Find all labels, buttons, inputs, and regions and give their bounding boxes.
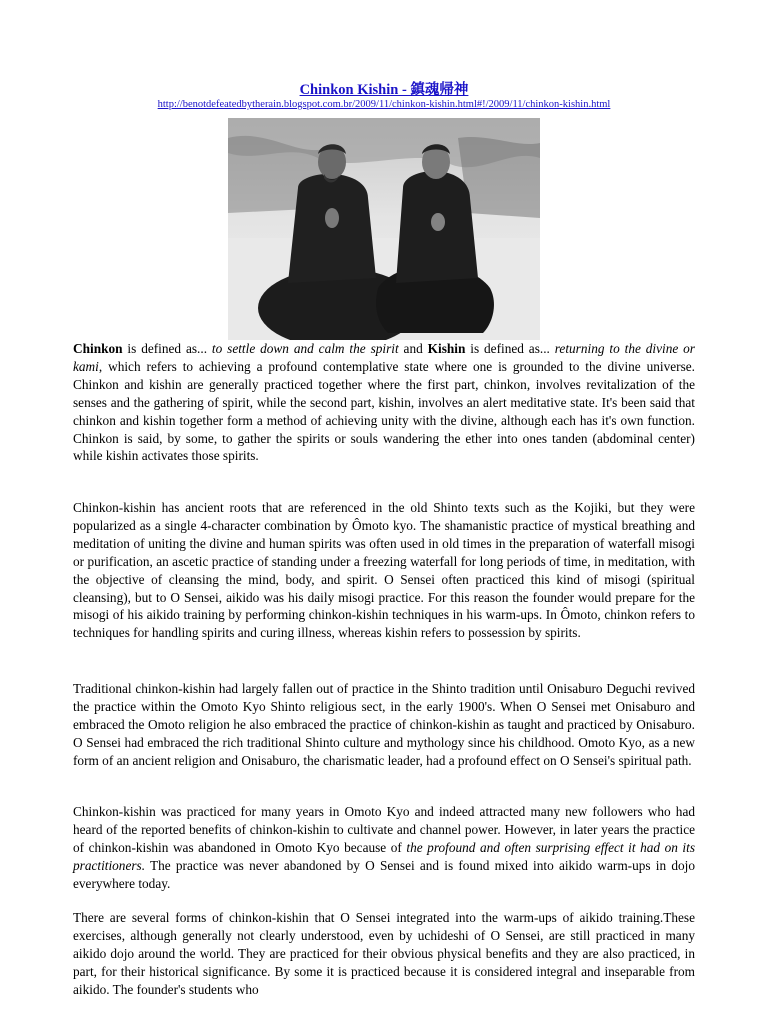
p1-text-3: is defined as... — [465, 341, 555, 356]
p1-text-1: is defined as... — [122, 341, 212, 356]
p4-text-2: The practice was never abandoned by O Sensei and is found mixed into aikido warm-ups in dojo everywhere today. — [73, 857, 695, 891]
p4-emphasis: the profound and often surprising effect it had on its practitioners. — [73, 839, 695, 873]
source-url-line — [0, 99, 768, 110]
paragraph-3: Traditional chinkon-kishin had largely fallen out of practice in the Shinto tradition until Onisaburo Deguchi revived the practice within the Omoto Kyo Shinto religious sect, in the early 1900's. When O Sensei met Onisaburo and embraced the Omoto religion he also embraced the practice of chinkon-kishin as taught and practiced by Onisaburo. O Sensei had embraced the rich traditional Shinto culture and mythology since his childhood. Omoto Kyo, as a new form of an ancient religion and Onisaburo, the charismatic leader, had a profound effect on O Sensei's spiritual path. — [73, 681, 695, 768]
p1-text-2: and — [398, 341, 428, 356]
title-link[interactable]: Chinkon Kishin - 鎮魂帰神 — [299, 82, 469, 98]
p4-text-1: Chinkon-kishin was practiced for many years in Omoto Kyo and indeed attracted many new followers who had heard of the reported benefits of chinkon-kishin to cultivate and channel power. However, in later years the practice of chinkon-kishin was abandoned in Omoto Kyo because of — [73, 804, 695, 855]
photo-two-men-meditating — [228, 118, 540, 340]
term-kishin: Kishin — [427, 341, 466, 356]
paragraph-4 — [73, 803, 695, 893]
paragraph-2: Chinkon-kishin has ancient roots that are referenced in the old Shinto texts such as the Kojiki, but they were popularized as a single 4-character combination by Ômoto kyo. The shamanistic practice of mystical breathing and meditation of uniting the divine and human spirits was often used in old times in the preparation of waterfall misogi or purification, an ascetic practice of standing under a freezing waterfall for long periods of time, in meditation, with the objective of cleansing the mind, body, and spirit. O Sensei often practiced this kind of misogi (spiritual cleansing), but to O Sensei, aikido was his daily misogi practice. For this reason the founder would prepare for the misogi of his aikido training by performing chinkon-kishin techniques in his warm-ups. In Ômoto, chinkon refers to techniques for handling spirits and curing illness, whereas kishin refers to possession by spirits. — [73, 500, 695, 641]
kishin-definition: returning to the divine or kami — [73, 341, 695, 374]
p1-text-4: , which refers to achieving a profound contemplative state where one is grounded to the divine universe. Chinkon and kishin are generally practiced together where the first part, chinkon, involves revitalization of the senses and the gathering of spirit, while the second part, kishin, involves an alert meditative state. It's been said that chinkon and kishin together form a method of achieving unity with the divine, although each has it's own function. Chinkon is said, by some, to gather the spirits or souls wandering the ether into ones tanden (abdominal center) while kishin activates those spirits. — [73, 358, 695, 464]
term-chinkon: Chinkon — [73, 341, 123, 356]
source-url-link[interactable]: http://benotdefeatedbytherain.blogspot.com.br/2009/11/chinkon-kishin.html#!/2009/11/chinkon-kishin.html — [157, 99, 611, 110]
document-title — [0, 78, 768, 99]
chinkon-definition: to settle down and calm the spirit — [211, 341, 399, 356]
paragraph-5: There are several forms of chinkon-kishin that O Sensei integrated into the warm-ups of aikido training.These exercises, although generally not clearly understood, even by uchideshi of O Sensei, are still practiced in many aikido dojo around the world. They are practiced for their obvious physical benefits and they are also practiced, in part, for their historical significance. By some it is practiced because it is considered integral and inseparable from aikido. The founder's students who — [73, 910, 695, 997]
paragraph-1 — [73, 340, 695, 465]
